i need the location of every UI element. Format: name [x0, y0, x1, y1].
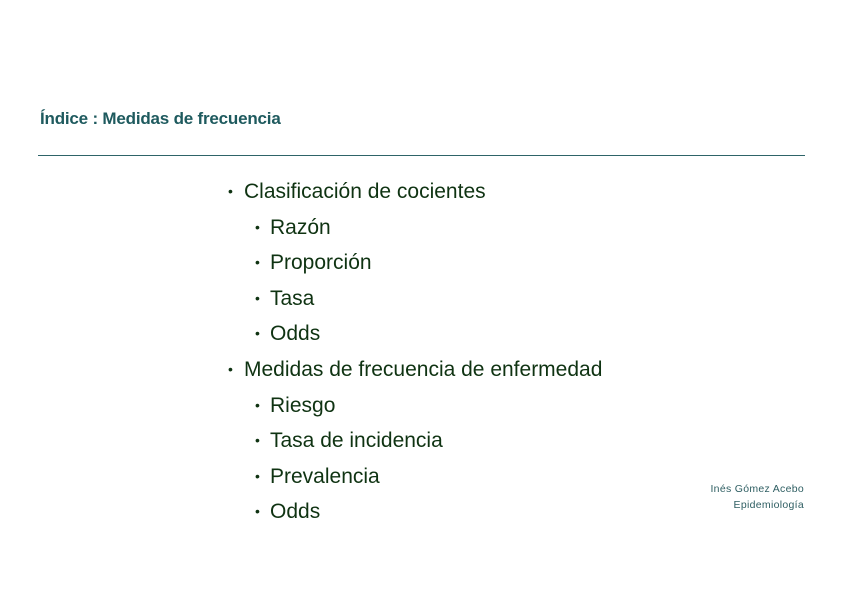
- bullet-icon: •: [255, 432, 260, 449]
- slide-title: Índice : Medidas de frecuencia: [40, 109, 281, 128]
- list-item: [228, 388, 602, 424]
- bullet-icon: •: [255, 396, 260, 413]
- bullet-icon: •: [228, 360, 233, 377]
- list-item: [228, 174, 602, 210]
- list-item-text: Odds: [270, 500, 321, 524]
- footer-subject: Epidemiología: [733, 499, 804, 511]
- list-item-text: Odds: [270, 322, 321, 346]
- list-item: [228, 459, 602, 495]
- index-bullet-list: [228, 174, 602, 530]
- slide-footer: [710, 481, 804, 513]
- footer-author: Inés Gómez Acebo: [710, 483, 804, 495]
- list-item: [228, 494, 602, 530]
- bullet-icon: •: [255, 325, 260, 342]
- list-item-text: Proporción: [270, 251, 372, 275]
- bullet-icon: •: [228, 183, 233, 199]
- list-item-text: Riesgo: [270, 393, 336, 417]
- list-item-text: Tasa: [270, 286, 315, 310]
- list-item: [228, 352, 602, 388]
- list-item: [228, 281, 602, 317]
- list-item-text: Razón: [270, 215, 331, 239]
- list-item: [228, 210, 602, 246]
- title-divider: [38, 155, 805, 156]
- list-item-text: Clasificación de cocientes: [244, 180, 486, 203]
- bullet-icon: •: [255, 503, 260, 520]
- list-item: [228, 423, 602, 459]
- bullet-icon: •: [255, 218, 260, 235]
- bullet-icon: •: [255, 254, 260, 271]
- list-item-text: Medidas de frecuencia de enfermedad: [244, 357, 603, 381]
- list-item: [228, 316, 602, 352]
- bullet-icon: •: [255, 467, 260, 484]
- list-item-text: Prevalencia: [270, 464, 380, 488]
- list-item: [228, 245, 602, 281]
- list-item-text: Tasa de incidencia: [270, 429, 443, 453]
- bullet-icon: •: [255, 289, 260, 306]
